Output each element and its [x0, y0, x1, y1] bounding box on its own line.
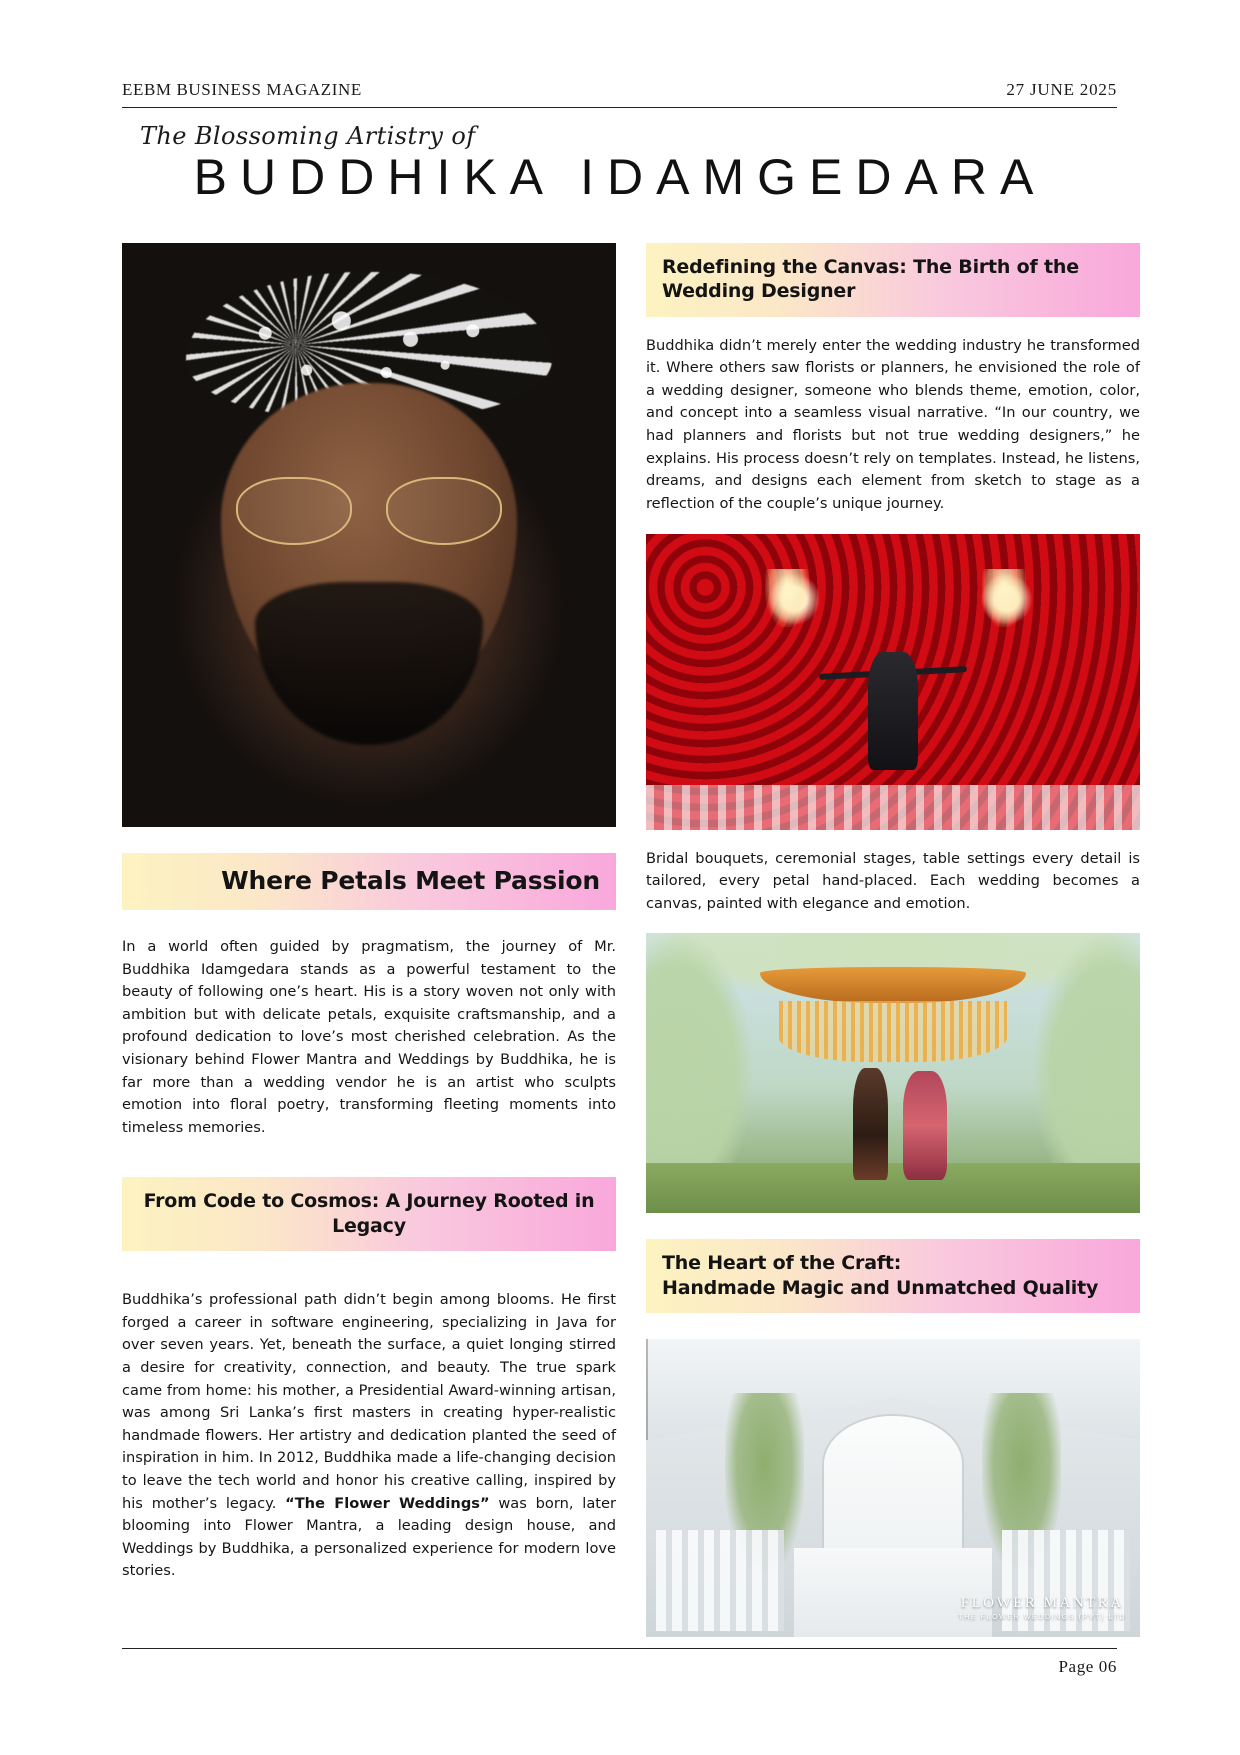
- article-kicker: The Blossoming Artistry of: [140, 122, 476, 150]
- glasses-lens-right: [386, 477, 502, 545]
- paragraph-part-1: Buddhika’s professional path didn’t begin among blooms. He first forged a career in software engineering, specializing in Java for over seven years. Yet, beneath the surface, a quiet longing stirred a desire for creativity, connection, and beauty. The true spark came from home: his mother, a Presidential Award-winning artisan, was among Sri Lanka’s first masters in creating hyper-realistic handmade flowers. Her artistry and dedication planted the seed of inspiration in him. In 2012, Buddhika made a life-changing decision to leave the tech world and honor his creative calling, inspired by his mother’s legacy.: [122, 1291, 616, 1512]
- couple-floral-arch-photo: [646, 933, 1140, 1213]
- watermark-line-2: THE FLOWER WEDDINGS (PVT) LTD: [958, 1613, 1126, 1621]
- groom-figure: [853, 1068, 888, 1180]
- glasses-lens-left: [236, 477, 352, 545]
- glasses-icon: [236, 477, 503, 541]
- lawn-ground: [646, 1163, 1140, 1213]
- chandelier-left: [765, 569, 809, 627]
- banner-label-line-2: Handmade Magic and Unmatched Quality: [662, 1276, 1099, 1299]
- marquee-ceremony-photo: [646, 1339, 1140, 1637]
- caption-bridal-bouquets: Bridal bouquets, ceremonial stages, table settings every detail is tailored, every petal hand-placed. Each wedding becomes a canvas, painted with elegance and emotion.: [646, 849, 1140, 912]
- banner-label: From Code to Cosmos: A Journey Rooted in Legacy: [143, 1190, 595, 1237]
- section-heading-from-code-to-cosmos: [122, 1177, 616, 1251]
- guest-chairs-left: [656, 1530, 784, 1631]
- page-number: Page 06: [1058, 1657, 1117, 1676]
- issue-date: 27 JUNE 2025: [1006, 80, 1117, 99]
- brand-watermark: [958, 1595, 1126, 1621]
- section-heading-where-petals-meet-passion: [122, 853, 616, 910]
- banner-label-line-1: The Heart of the Craft:: [662, 1252, 902, 1275]
- bride-figure: [903, 1071, 947, 1180]
- publication-name: EEBM BUSINESS MAGAZINE: [122, 80, 362, 99]
- chandelier-right: [982, 569, 1026, 627]
- paragraph-from-code-to-cosmos: [122, 1289, 616, 1583]
- page-footer: [122, 1648, 1117, 1677]
- banner-label: Where Petals Meet Passion: [221, 866, 600, 895]
- section-heading-redefining-the-canvas: [646, 243, 1140, 317]
- section-heading-heart-of-the-craft: [646, 1239, 1140, 1313]
- red-floral-stage-photo: [646, 534, 1140, 830]
- left-column: [122, 243, 616, 1583]
- figure-standing: [868, 652, 917, 770]
- stage-base: [646, 785, 1140, 829]
- beard-shape: [255, 582, 482, 746]
- portrait-photo: [122, 243, 616, 827]
- aisle-walkway: [794, 1548, 992, 1637]
- banner-label: Redefining the Canvas: The Birth of the Wedding Designer: [662, 256, 1079, 303]
- paragraph-bold-phrase: “The Flower Weddings”: [285, 1494, 490, 1512]
- right-column: [646, 243, 1140, 1637]
- paragraph-redefining-the-canvas: Buddhika didn’t merely enter the wedding industry he transformed it. Where others saw florists or planners, he envisioned the role of a wedding designer, someone who blends theme, emotion, color, and concept into a seamless visual narrative. “In our country, we had planners and florists but not true wedding designers,” he explains. His process doesn’t rely on templates. Instead, he listens, dreams, and designs each element from sketch to stage as a reflection of the couple’s unique journey.: [646, 336, 1140, 512]
- paragraph-part-2: was born, later blooming into Flower Mantra, a leading design house, and Weddings by Buddhika, a personalized experience for modern love stories.: [122, 1494, 616, 1580]
- masthead: [122, 80, 1117, 108]
- watermark-line-1: FLOWER MANTRA: [960, 1594, 1124, 1611]
- marigold-drape: [779, 1001, 1006, 1063]
- article-headline: BUDDHIKA IDAMGEDARA: [193, 149, 1047, 205]
- paragraph-where-petals-meet-passion: In a world often guided by pragmatism, the journey of Mr. Buddhika Idamgedara stands as a powerful testament to the beauty of following one’s heart. His is a story woven not only with ambition but with delicate petals, exquisite craftsmanship, and a profound dedication to love’s most cherished celebration. As the visionary behind Flower Mantra and Weddings by Buddhika, he is far more than a wedding vendor he is an artist who sculpts emotion into floral poetry, transforming fleeting moments into timeless memories.: [122, 938, 616, 1136]
